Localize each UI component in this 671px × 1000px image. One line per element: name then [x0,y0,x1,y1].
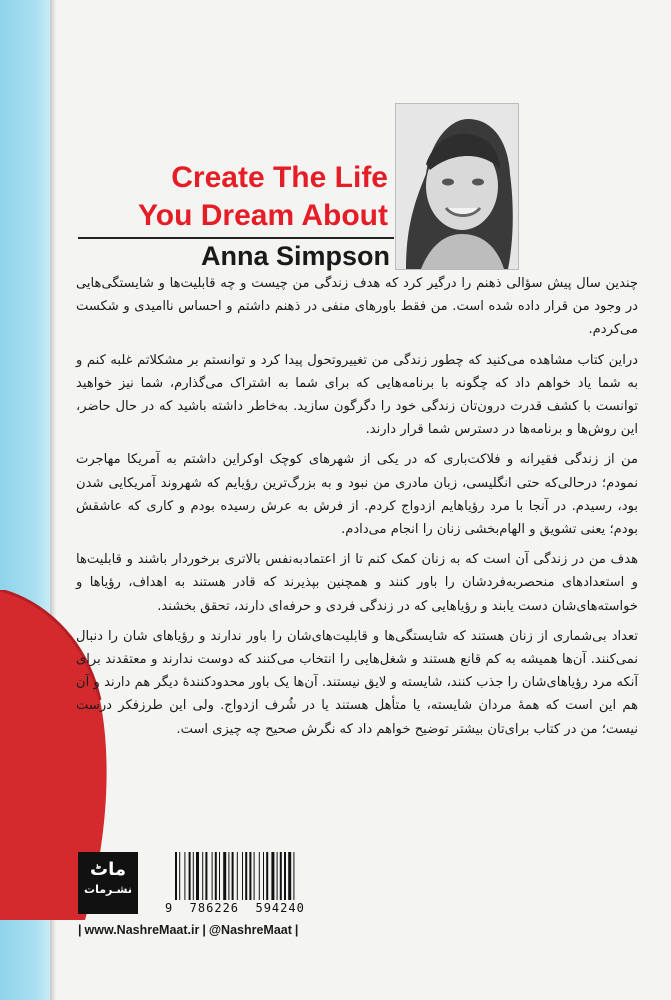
author-photo [395,103,519,270]
publisher-logo-mark: ماٹ [90,859,126,880]
publisher-social-link[interactable]: @NashreMaat [208,923,292,937]
title-divider [78,237,394,239]
blurb-paragraph: هدف من در زندگی آن است که به زنان کمک کنم تا از اعتمادبه‌نفس بالاتری برخوردار باشند و قابلیت‌ها و استعدادهای منحصربه‌فردشان را باور کنند و همچنین بپذیرند که قادر هستند به اهداف، رؤیاها و خواسته‌های‌شان دست یابند و رؤیاهایی که در زندگی فردی و حرفه‌ای دارند، تحقق بخشند. [76,552,638,614]
blurb-paragraph: دراین کتاب مشاهده می‌کنید که چطور زندگی من تغییروتحول پیدا کرد و توانستم بر مشکلاتم غلبه کنم و به شما یاد خواهم داد که چگونه با برنامه‌هایی که برای شما به اشتراک می‌گذارم، شما نیز خواهید توانست با کشف قدرت درون‌تان زندگی خود را دگرگون سازید. به‌خاطر داشته باشید که در حال حاضر، این روش‌ها و برنامه‌ها در دسترس شما قرار دارند. [76,352,638,438]
publisher-footer [75,923,335,937]
blurb-paragraph: چندین سال پیش سؤالی ذهنم را درگیر کرد که هدف زندگی من چیست و چه قابلیت‌ها و شایستگی‌هایی در وجود من قرار داده شده است. من فقط باورهای منفی در ذهنم داشتم و احساس ناامیدی و شکست می‌کردم. [76,276,638,338]
blurb-text [76,272,638,748]
book-title-line1: Create The Life [171,161,388,194]
footer-separator: | [78,923,82,937]
footer-separator: | [294,923,299,937]
blurb-paragraph: من از زندگی فقیرانه و فلاکت‌باری که در یکی از شهرهای کوچک اوکراین داشتم به آمریکا مهاجرت نمودم؛ درحالی‌که حتی انگلیسی، زبان مادری من نبود و به بزرگ‌ترین رؤیایم که شهروند آمریکایی شدن بود، رسیدم. در آنجا با مرد رؤیاهایم ازدواج کردم. از فرش به عرش رسیده بودم و کاری که عاشقش بودم؛ یعنی تشویق و الهام‌بخشی زنان را انجام می‌دادم. [76,452,638,538]
publisher-website-link[interactable]: www.NashreMaat.ir [84,923,200,937]
author-name: Anna Simpson [200,241,390,271]
footer-separator: | [202,923,206,937]
publisher-logo-name: نشـرمات [84,883,132,896]
isbn-number: 9 786226 594240 [165,900,335,916]
publisher-logo [78,852,138,914]
blurb-paragraph: تعداد بی‌شماری از زنان هستند که شایستگی‌ها و قابلیت‌های‌شان را باور ندارند و رؤیاهای شان را دنبال نمی‌کنند. آن‌ها همیشه به کم قانع هستند و شغل‌هایی را انتخاب می‌کنند که دوست ندارند و معتقدند برای آنکه مرد رؤیاهای‌شان را جذب کنند، شایسته و لایق نیستند. آن‌ها یک باور محدودکنندهٔ دیگر هم دارند و آن هم این است که همهٔ مردان شایسته، یا متأهل هستند یا در شُرف ازدواج. ولی این طرزفکر درست نیست؛ من در کتاب برای‌تان بیشتر توضیح خواهم داد که نگرش صحیح چه چیزی است. [76,628,638,737]
book-title-line2: You Dream About [137,199,388,232]
